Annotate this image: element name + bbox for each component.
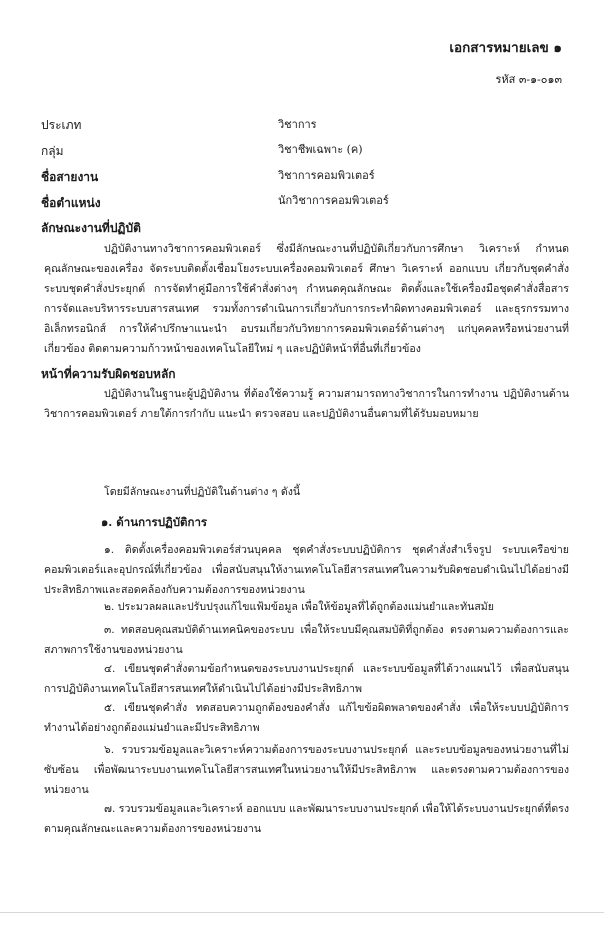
- field-value-position: นักวิชาการคอมพิวเตอร์: [278, 194, 389, 207]
- operations-item: ๕. เขียนชุดคำสั่ง ทดสอบความถูกต้องของคำสั่ง แก้ไขข้อผิดพลาดของคำสั่ง เพื่อให้ระบบปฏิบัติการทำงานได้อย่างถูกต้องแม่นยำและมีประสิทธิภาพ: [44, 702, 569, 734]
- operations-item: ๖. รวบรวมข้อมูลและวิเคราะห์ความต้องการของระบบงานประยุกต์ และระบบข้อมูลของหน่วยงานที่ไม่ซับซ้อน เพื่อพัฒนาระบบงานเทคโนโลยีสารสนเทศในหน่วยงานให้มีประสิทธิภาพ และตรงตามความต้องการของหน่วยงาน: [44, 744, 569, 796]
- field-label-line: ชื่อสายงาน: [41, 170, 99, 184]
- field-value-group: วิชาชีพเฉพาะ (ค): [278, 143, 363, 156]
- page-edge-line: [0, 912, 604, 913]
- field-label-position: ชื่อตำแหน่ง: [41, 196, 101, 210]
- responsibilities-intro: โดยมีลักษณะงานที่ปฏิบัติในด้านต่าง ๆ ดังนี้: [104, 486, 301, 498]
- field-value-line: วิชาการคอมพิวเตอร์: [278, 169, 375, 182]
- job-nature-heading: ลักษณะงานที่ปฏิบัติ: [41, 221, 141, 235]
- job-nature-text: ปฏิบัติงานทางวิชาการคอมพิวเตอร์ ซึ่งมีลักษณะงานที่ปฏิบัติเกี่ยวกับการศึกษา วิเคราะห์ กำหนดคุณลักษณะของเครื่อง จัดระบบติดตั้งเชื่อมโยงระบบเครื่องคอมพิวเตอร์ ศึกษา วิเคราะห์ ออกแบบ เกี่ยวกับชุดคำสั่ง ระบบชุดคำสั่งประยุกต์ การจัดทำคู่มือการใช้คำสั่งต่างๆ กำหนดคุณลักษณะ ติดตั้งและใช้เครื่องมือชุดคำสั่งสื่อสาร การจัดและบริหารระบบสารสนเทศ รวมทั้งการดำเนินการเกี่ยวกับการกระทำผิดทางคอมพิวเตอร์ และธุรกรรมทางอิเล็กทรอนิกส์ การให้คำปรึกษาแนะนำ อบรมเกี่ยวกับวิทยาการคอมพิวเตอร์ด้านต่างๆ แก่บุคคลหรือหน่วยงานที่เกี่ยวข้อง ติดตามความก้าวหน้าของเทคโนโลยีใหม่ ๆ และปฏิบัติหน้าที่อื่นที่เกี่ยวข้อง: [44, 243, 569, 355]
- operations-item: ๔. เขียนชุดคำสั่งตามข้อกำหนดของระบบงานประยุกต์ และระบบข้อมูลที่ได้วางแผนไว้ เพื่อสนับสนุนการปฏิบัติงานเทคโนโลยีสารสนเทศให้ดำเนินไปได้อย่างมีประสิทธิภาพ: [44, 663, 569, 695]
- operations-item: ๑. ติดตั้งเครื่องคอมพิวเตอร์ส่วนบุคคล ชุดคำสั่งระบบปฏิบัติการ ชุดคำสั่งสำเร็จรูป ระบบเครือข่ายคอมพิวเตอร์และอุปกรณ์ที่เกี่ยวข้อง เพื่อสนับสนุนให้งานเทคโนโลยีสารสนเทศในความรับผิดชอบดำเนินไปได้อย่างมีประสิทธิภาพและสอดคล้องกับความต้องการของหน่วยงาน: [44, 544, 569, 596]
- operations-heading: ๑. ด้านการปฏิบัติการ: [101, 515, 208, 529]
- responsibilities-text: ปฏิบัติงานในฐานะผู้ปฏิบัติงาน ที่ต้องใช้ความรู้ ความสามารถทางวิชาการในการทำงาน ปฏิบัติงานด้านวิชาการคอมพิวเตอร์ ภายใต้การกำกับ แนะนำ ตรวจสอบ และปฏิบัติงานอื่นตามที่ได้รับมอบหมาย: [44, 388, 569, 420]
- operations-item: ๒. ประมวลผลและปรับปรุงแก้ไขแฟ้มข้อมูล เพื่อให้ข้อมูลที่ได้ถูกต้องแม่นยำและทันสมัย: [104, 601, 494, 613]
- position-code: รหัส ๓-๑-๐๑๓: [495, 73, 562, 86]
- operations-item: ๗. รวบรวมข้อมูลและวิเคราะห์ ออกแบบ และพัฒนาระบบงานประยุกต์ เพื่อให้ได้ระบบงานประยุกต์ที่ตรงตามคุณลักษณะและความต้องการของหน่วยงาน: [44, 803, 569, 835]
- field-label-type: ประเภท: [41, 118, 82, 132]
- field-label-group: กลุ่ม: [41, 144, 64, 158]
- document-number: เอกสารหมายเลข ๑: [449, 40, 562, 56]
- operations-item: ๓. ทดสอบคุณสมบัติด้านเทคนิคของระบบ เพื่อให้ระบบมีคุณสมบัติที่ถูกต้อง ตรงตามความต้องการและสภาพการใช้งานของหน่วยงาน: [44, 624, 569, 656]
- responsibilities-heading: หน้าที่ความรับผิดชอบหลัก: [41, 367, 176, 381]
- field-value-type: วิชาการ: [278, 118, 317, 131]
